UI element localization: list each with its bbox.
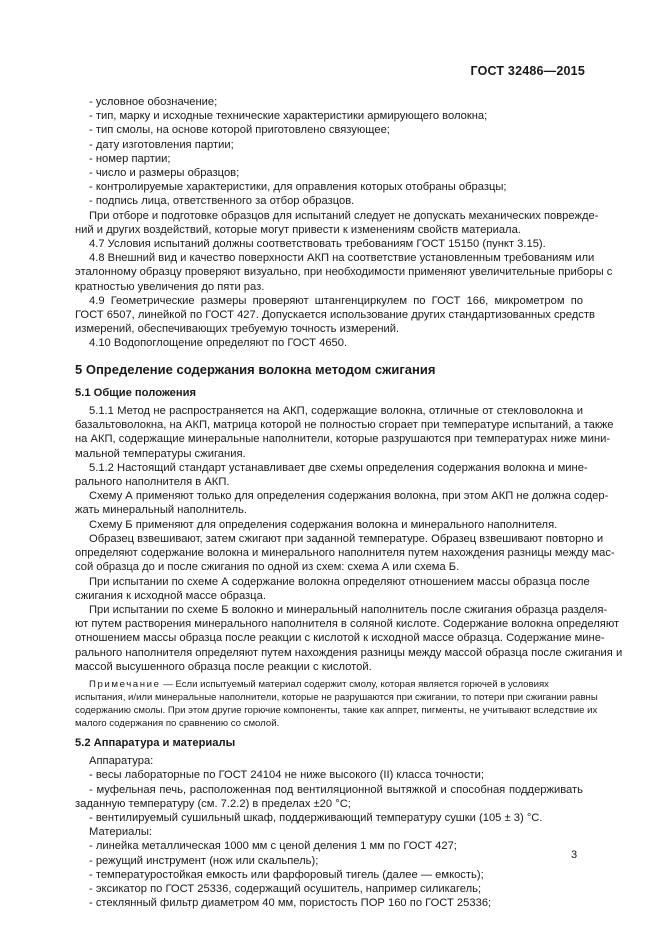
note-line [75, 678, 583, 691]
list-item: - вентилируемый сушильный шкаф, поддерживающий температуру сушки (105 ± 3) °С. [89, 811, 543, 824]
paragraph-line: кратностью увеличения до пяти раз. [75, 280, 265, 293]
clause-4-8: 4.8 Внешний вид и качество поверхности АКП на соответствие установленным требованиям или [89, 252, 595, 265]
paragraph-line: Материалы: [89, 826, 153, 839]
paragraph-line: Схему Б применяют для определения содержания волокна и минерального наполнителя. [89, 518, 558, 531]
paragraph-line: заданную температуру (см. 7.2.2) в пределах ±20 °С; [75, 797, 351, 810]
paragraph-line: сжигания к исходной массе образца. [75, 589, 266, 602]
paragraph-line: измерений, обеспечивающих требуемую точность измерений. [75, 323, 400, 336]
section-5-heading: 5 Определение содержания волокна методом сжигания [75, 361, 436, 377]
paragraph-line: жать минеральный наполнитель. [75, 504, 247, 517]
paragraph-line: Схему А применяют только для определения содержания волокна, при этом АКП не должна содер- [89, 490, 609, 503]
list-item: - стеклянный фильтр диаметром 40 мм, пористость ПОР 160 по ГОСТ 25336; [89, 897, 492, 910]
note-text: — Если испытуемый материал содержит смолу, которая является горючей в условиях [160, 678, 549, 690]
list-item: - число и размеры образцов; [89, 167, 240, 180]
list-item: - дату изготовления партии; [89, 138, 234, 151]
paragraph-line: базальтоволокна, на АКП, матрица которой не полностью сгорает при температуре испытаний, а также [75, 419, 614, 432]
paragraph-line: мальной температуры сжигания. [75, 447, 246, 460]
paragraph-line: определяют содержание волокна и минерального наполнителя путем нахождения разницы между мас- [75, 547, 615, 560]
paragraph-line: массой высушенного образца после реакции с кислотой. [75, 660, 372, 673]
paragraph-line: рального наполнителя в АКП. [75, 476, 230, 489]
list-item: - условное обозначение; [89, 96, 218, 108]
clause-4-7: 4.7 Условия испытаний должны соответствовать требованиям ГОСТ 15150 (пункт 3.15). [89, 238, 546, 251]
paragraph-line: сой образца до и после сжигания по одной из схем: схема А или схема Б. [75, 561, 460, 574]
paragraph-line: ют путем растворения минерального наполнителя в соляной кислоте. Содержание волокна определяют [75, 618, 620, 631]
paragraph-line: ний и других воздействий, которые могут привести к изменениям свойств материала. [75, 223, 521, 236]
subsection-5-2-heading: 5.2 Аппаратура и материалы [75, 736, 236, 749]
list-item: - температуростойкая емкость или фарфоровый тигель (далее — емкость); [89, 868, 484, 881]
list-item: - тип, марку и исходные технические характеристики армирующего волокна; [89, 110, 488, 123]
paragraph-line: При испытании по схеме А содержание волокна определяют отношением массы образца после [89, 575, 590, 588]
list-item: - контролируемые характеристики, для оправления которых отобраны образцы; [89, 181, 507, 194]
clause-5-1-1: 5.1.1 Метод не распространяется на АКП, содержащие волокна, отличные от стекловолокна и [89, 405, 583, 418]
paragraph-line: Аппаратура: [89, 755, 154, 768]
note-label: Примечание [89, 678, 161, 690]
list-item: - эксикатор по ГОСТ 25336, содержащий осушитель, например силикагель; [89, 882, 482, 895]
note-line: испытания, и/или минеральные наполнители, которые не разрушаются при сжигании, то потери при сжигании равны [75, 691, 598, 703]
paragraph-line: рального наполнителя определяют путем нахождения разницы между массой образца после сжигания и [75, 646, 623, 659]
note-line: содержанию смолы. При этом другие горючие компоненты, такие как аппрет, пигменты, не учитывают вследствие их [75, 704, 598, 716]
paragraph-line: на АКП, содержащие минеральные наполнители, которые разрушаются при температурах ниже мини- [75, 433, 611, 446]
list-item: - режущий инструмент (нож или скальпель); [89, 854, 319, 867]
list-item: - подпись лица, ответственного за отбор образцов. [89, 195, 355, 208]
note-line: малого содержания по сравнению со смолой. [75, 717, 280, 729]
list-item: - линейка металлическая 1000 мм с ценой деления 1 мм по ГОСТ 427; [89, 840, 457, 853]
subsection-5-1-heading: 5.1 Общие положения [75, 386, 197, 399]
paragraph-line: отношением массы образца после реакции с кислотой к исходной массе образца. Содержание мине- [75, 632, 605, 645]
page-content [75, 95, 623, 910]
list-item: - номер партии; [89, 152, 171, 165]
page-number: 3 [571, 849, 578, 861]
paragraph-line: ГОСТ 6507, линейкой по ГОСТ 427. Допускается использование других стандартизованных средств [75, 309, 595, 322]
paragraph-line: Образец взвешивают, затем сжигают при заданной температуре. Образец взвешивают повторно и [89, 532, 604, 545]
clause-4-9: 4.9 Геометрические размеры проверяют штангенциркулем по ГОСТ 166, микрометром по [89, 294, 583, 307]
list-item: - муфельная печь, расположенная под вентиляционной вытяжкой и способная поддерживать [89, 783, 583, 796]
standard-header: ГОСТ 32486—2015 [470, 64, 585, 78]
paragraph-line: При испытании по схеме Б волокно и минеральный наполнитель после сжигания образца разделя- [89, 603, 608, 616]
paragraph-line: При отборе и подготовке образцов для испытаний следует не допускать механических поврежде- [89, 209, 599, 222]
list-item: - тип смолы, на основе которой приготовлено связующее; [89, 124, 390, 137]
clause-5-1-2: 5.1.2 Настоящий стандарт устанавливает две схемы определения содержания волокна и мине- [89, 461, 588, 474]
paragraph-line: эталонному образцу проверяют визуально, при необходимости применяют увеличительные приборы с [75, 266, 613, 279]
clause-4-10: 4.10 Водопоглощение определяют по ГОСТ 4650. [89, 337, 348, 350]
list-item: - весы лабораторные по ГОСТ 24104 не ниже высокого (II) класса точности; [89, 769, 484, 782]
